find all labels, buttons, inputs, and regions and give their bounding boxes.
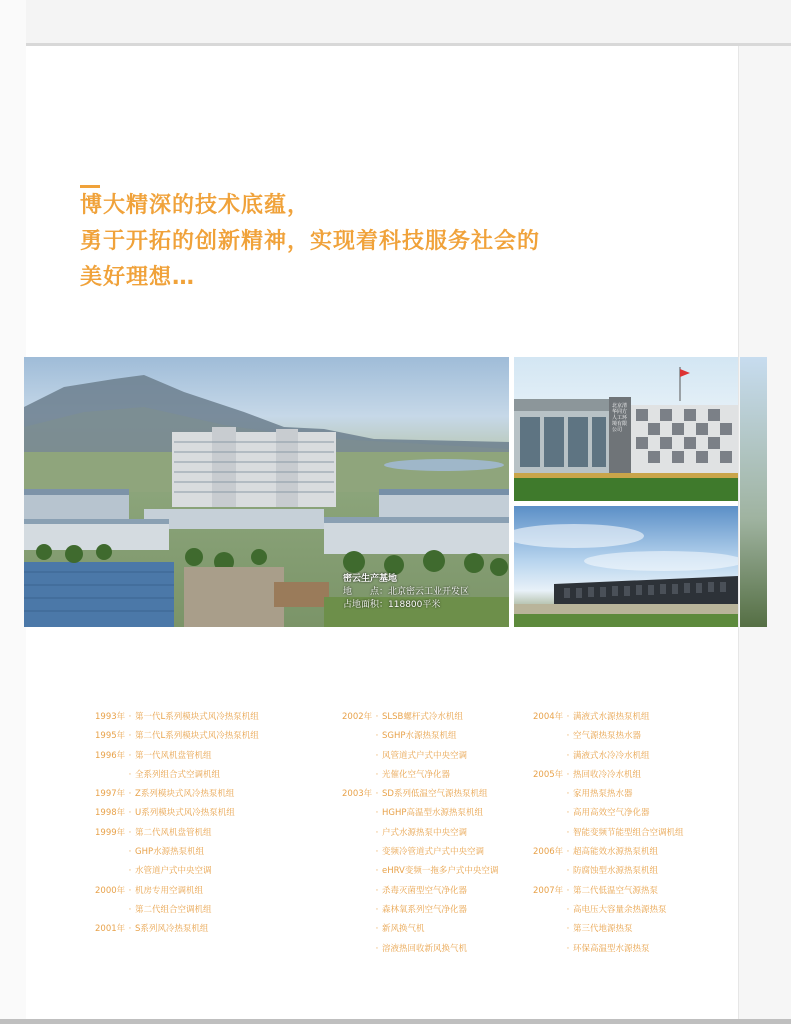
- timeline-entry: [533, 824, 684, 843]
- factory-hall-illustration: [514, 506, 738, 627]
- timeline-entry: [342, 843, 498, 862]
- timeline-entry: [342, 862, 498, 881]
- timeline-bullet: ·: [128, 904, 132, 915]
- caption-address: 北京密云工业开发区: [388, 587, 470, 597]
- timeline-product: 第二代L系列模块式风冷热泵机组: [135, 731, 259, 742]
- timeline-entry: [95, 901, 259, 920]
- timeline-product: 第一代风机盘管机组: [135, 750, 212, 761]
- timeline-entry: [533, 804, 684, 823]
- timeline-year: 1998年: [95, 808, 126, 819]
- timeline-year: 2006年: [533, 847, 564, 858]
- timeline-column-2: [342, 708, 498, 959]
- timeline-bullet: ·: [128, 769, 132, 780]
- timeline-product: 新风换气机: [382, 924, 425, 935]
- timeline-bullet: ·: [375, 789, 379, 800]
- timeline-bullet: ·: [566, 827, 570, 838]
- timeline-bullet: ·: [128, 885, 132, 896]
- timeline-entry: [533, 843, 684, 862]
- timeline-year: 1996年: [95, 750, 126, 761]
- timeline-entry: [342, 920, 498, 939]
- timeline-entry: [342, 882, 498, 901]
- timeline-bullet: ·: [375, 924, 379, 935]
- timeline-entry: [533, 862, 684, 881]
- timeline-product: 光催化空气净化器: [382, 769, 451, 780]
- timeline-product: 杀毒灭菌型空气净化器: [382, 885, 468, 896]
- scan-left-margin: [0, 0, 26, 1024]
- timeline-entry: [342, 824, 498, 843]
- timeline-entry: [342, 940, 498, 959]
- timeline-bullet: ·: [566, 904, 570, 915]
- photo-caption: [343, 573, 469, 612]
- timeline-entry: [95, 727, 259, 746]
- timeline-product: 高用高效空气净化器: [573, 808, 650, 819]
- timeline-product: 户式水源热泵中央空调: [382, 827, 468, 838]
- timeline-product: U系列模块式风冷热泵机组: [135, 808, 235, 819]
- timeline-entry: [95, 747, 259, 766]
- timeline-entry: [95, 920, 259, 939]
- timeline-product: 热回收冷冷水机组: [573, 769, 642, 780]
- timeline-entry: [342, 785, 498, 804]
- timeline-bullet: ·: [375, 750, 379, 761]
- timeline-bullet: ·: [375, 712, 379, 722]
- timeline-bullet: ·: [375, 943, 379, 954]
- timeline-bullet: ·: [375, 769, 379, 780]
- timeline-product: 空气源热泵热水器: [573, 731, 642, 742]
- timeline-bullet: ·: [375, 808, 379, 819]
- timeline-bullet: ·: [566, 808, 570, 819]
- timeline-product: GHP水源热泵机组: [135, 847, 205, 858]
- timeline-entry: [342, 727, 498, 746]
- timeline-year: 1993年: [95, 712, 126, 722]
- caption-address-label: 地 点：: [343, 587, 389, 597]
- timeline-bullet: ·: [566, 712, 570, 722]
- timeline-product: 溶液热回收新风换气机: [382, 943, 468, 954]
- factory-hall-photo: [514, 506, 738, 627]
- caption-area-label: 占地面积：: [343, 600, 389, 610]
- timeline-bullet: ·: [566, 885, 570, 896]
- timeline-entry: [533, 940, 684, 959]
- timeline-entry: [95, 843, 259, 862]
- timeline-bullet: ·: [375, 885, 379, 896]
- timeline-year: 1997年: [95, 789, 126, 800]
- timeline-bullet: ·: [375, 847, 379, 858]
- caption-area-line: [343, 599, 469, 612]
- timeline-bullet: ·: [128, 750, 132, 761]
- timeline-column-1: [95, 708, 259, 940]
- timeline-bullet: ·: [375, 904, 379, 915]
- timeline-entry: [95, 882, 259, 901]
- timeline-year: 2001年: [95, 924, 126, 935]
- timeline-year: 2004年: [533, 712, 564, 722]
- timeline-year: 2003年: [342, 789, 373, 800]
- timeline-entry: [95, 766, 259, 785]
- timeline-product: 变频冷管道式户式中央空调: [382, 847, 485, 858]
- caption-title: 密云生产基地: [343, 574, 398, 584]
- timeline-bullet: ·: [128, 847, 132, 858]
- timeline-entry: [533, 901, 684, 920]
- timeline-entry: [342, 766, 498, 785]
- timeline-product: 水管道户式中央空调: [135, 866, 212, 877]
- timeline-bullet: ·: [128, 808, 132, 819]
- timeline-entry: [95, 862, 259, 881]
- timeline-product: HGHP高温型水源热泵机组: [382, 808, 483, 819]
- timeline-product: 满液式水源热泵机组: [573, 712, 650, 722]
- timeline-product: SGHP水源热泵机组: [382, 731, 457, 742]
- scan-top-margin: [0, 0, 791, 46]
- timeline-year: 2000年: [95, 885, 126, 896]
- timeline-product: 智能变频节能型组合空调机组: [573, 827, 684, 838]
- headline-line-3: 美好理想…: [80, 265, 196, 290]
- timeline-product: 防腐蚀型水源热泵机组: [573, 866, 659, 877]
- timeline-entry: [342, 708, 498, 727]
- timeline-bullet: ·: [566, 924, 570, 935]
- timeline-entry: [342, 747, 498, 766]
- timeline-product: S系列风冷热泵机组: [135, 924, 209, 935]
- timeline-product: 第一代L系列模块式风冷热泵机组: [135, 712, 259, 722]
- timeline-product: 环保高温型水源热泵: [573, 943, 650, 954]
- timeline-product: 家用热泵热水器: [573, 789, 633, 800]
- timeline-product: 高电压大容量余热源热泵: [573, 904, 667, 915]
- timeline-bullet: ·: [375, 827, 379, 838]
- scan-bottom-edge: [0, 1019, 791, 1024]
- headline: [80, 188, 540, 296]
- timeline-product: Z系列模块式风冷热泵机组: [135, 789, 235, 800]
- timeline-bullet: ·: [566, 847, 570, 858]
- timeline-product: SLSB螺杆式冷水机组: [382, 712, 463, 722]
- building-sign: 北京清华同方人工环境有限公司: [612, 403, 628, 433]
- timeline-product: 第二代低温空气源热泵: [573, 885, 659, 896]
- timeline-bullet: ·: [128, 789, 132, 800]
- timeline-entry: [533, 727, 684, 746]
- timeline-bullet: ·: [128, 731, 132, 742]
- timeline-product: 超高能效水源热泵机组: [573, 847, 659, 858]
- timeline-product: 机房专用空调机组: [135, 885, 204, 896]
- office-building-photo: [514, 357, 738, 501]
- timeline-year: 1999年: [95, 827, 126, 838]
- timeline-entry: [533, 920, 684, 939]
- timeline-bullet: ·: [128, 827, 132, 838]
- timeline-bullet: ·: [375, 731, 379, 742]
- timeline-bullet: ·: [566, 750, 570, 761]
- timeline-bullet: ·: [566, 943, 570, 954]
- timeline-product: 风管道式户式中央空调: [382, 750, 468, 761]
- timeline-bullet: ·: [566, 769, 570, 780]
- timeline-product: eHRV变频一拖多户式中央空调: [382, 866, 499, 877]
- timeline-year: 1995年: [95, 731, 126, 742]
- facing-page-photo-edge: [740, 357, 767, 627]
- timeline-entry: [533, 882, 684, 901]
- caption-area: 118800平米: [388, 600, 441, 610]
- timeline-bullet: ·: [128, 924, 132, 935]
- timeline-product: 森林氧系列空气净化器: [382, 904, 468, 915]
- timeline-bullet: ·: [566, 789, 570, 800]
- headline-line-2: 勇于开拓的创新精神，实现着科技服务社会的: [80, 229, 541, 254]
- timeline-product: 满液式水冷冷水机组: [573, 750, 650, 761]
- timeline-column-3: [533, 708, 684, 959]
- timeline-bullet: ·: [128, 866, 132, 877]
- timeline-product: SD系列低温空气源热泵机组: [382, 789, 488, 800]
- timeline-product: 第二代组合空调机组: [135, 904, 212, 915]
- headline-line-1: 博大精深的技术底蕴，: [80, 193, 311, 218]
- caption-address-line: [343, 586, 469, 599]
- timeline-product: 第二代风机盘管机组: [135, 827, 212, 838]
- timeline-year: 2005年: [533, 769, 564, 780]
- timeline-bullet: ·: [375, 866, 379, 877]
- timeline-entry: [342, 804, 498, 823]
- timeline-entry: [533, 747, 684, 766]
- timeline-product: 全系列组合式空调机组: [135, 769, 221, 780]
- timeline-entry: [95, 804, 259, 823]
- timeline-entry: [95, 824, 259, 843]
- timeline-entry: [533, 785, 684, 804]
- page-top-edge: [26, 43, 791, 46]
- timeline-bullet: ·: [128, 712, 132, 722]
- timeline-bullet: ·: [566, 731, 570, 742]
- timeline-year: 2002年: [342, 712, 373, 722]
- timeline-bullet: ·: [566, 866, 570, 877]
- timeline-entry: [533, 708, 684, 727]
- timeline-entry: [95, 708, 259, 727]
- timeline-entry: [95, 785, 259, 804]
- timeline-product: 第三代地源热泵: [573, 924, 633, 935]
- timeline-entry: [342, 901, 498, 920]
- timeline-year: 2007年: [533, 885, 564, 896]
- timeline-entry: [533, 766, 684, 785]
